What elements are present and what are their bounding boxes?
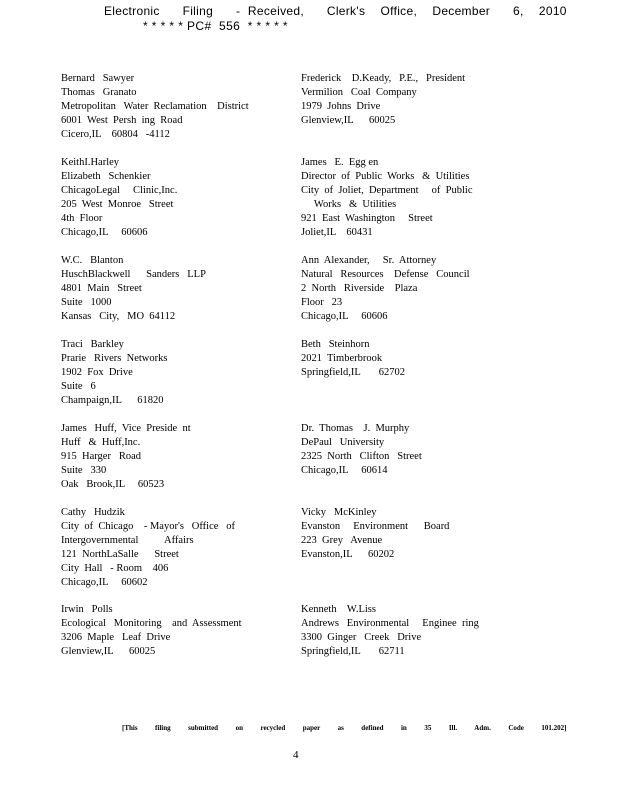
address-block <box>61 603 242 659</box>
address-line: Suite 6 <box>61 381 96 392</box>
address-line: 2 North Riverside Plaza <box>301 283 418 294</box>
address-block <box>61 338 167 408</box>
address-line: Joliet,IL 60431 <box>301 227 373 238</box>
address-line: Evanston,IL 60202 <box>301 549 395 560</box>
address-line: 4th Floor <box>61 213 103 224</box>
address-line: Natural Resources Defense Council <box>301 269 470 280</box>
recycled-paper-notice: [This filing submitted on recycled paper as defined in 35 Ill. Adm. Code 101.202] <box>122 724 567 732</box>
address-line: Intergovernmental Affairs <box>61 535 194 546</box>
address-line: 2325 North Clifton Street <box>301 451 422 462</box>
address-line: Irwin Polls <box>61 604 113 615</box>
address-line: Suite 1000 <box>61 297 112 308</box>
address-line: Vicky McKinley <box>301 507 377 518</box>
address-line: W.C. Blanton <box>61 255 124 266</box>
address-line: 3206 Maple Leaf Drive <box>61 632 171 643</box>
filing-stamp-line: Electronic Filing - Received, Clerk's Office, December 6, 2010 <box>104 4 567 18</box>
address-line: Prarie Rivers Networks <box>61 353 168 364</box>
address-line: Kenneth W.Liss <box>301 604 376 615</box>
address-line: ChicagoLegal Clinic,Inc. <box>61 185 178 196</box>
address-block <box>301 338 405 380</box>
address-line: HuschBlackwell Sanders LLP <box>61 269 206 280</box>
address-line: Chicago,IL 60614 <box>301 465 388 476</box>
address-line: Dr. Thomas J. Murphy <box>301 423 410 434</box>
address-line: Huff & Huff,Inc. <box>61 437 141 448</box>
address-line: Glenview,IL 60025 <box>61 646 156 657</box>
address-line: KeithI.Harley <box>61 157 120 168</box>
address-line: 915 Harger Road <box>61 451 141 462</box>
address-line: Beth Steinhorn <box>301 339 370 350</box>
address-block <box>301 72 465 128</box>
address-line: 121 NorthLaSalle Street <box>61 549 179 560</box>
address-line: Ecological Monitoring and Assessment <box>61 618 242 629</box>
address-line: City of Chicago - Mayor's Office of <box>61 521 236 532</box>
address-line: 4801 Main Street <box>61 283 142 294</box>
address-block <box>301 422 422 478</box>
address-line: Evanston Environment Board <box>301 521 450 532</box>
address-block <box>301 156 472 240</box>
address-block <box>301 506 449 562</box>
address-line: Ann Alexander, Sr. Attorney <box>301 255 437 266</box>
address-line: Chicago,IL 60606 <box>61 227 148 238</box>
address-line: Metropolitan Water Reclamation District <box>61 101 249 112</box>
address-line: Elizabeth Schenkier <box>61 171 151 182</box>
address-line: Kansas City, MO 64112 <box>61 311 176 322</box>
address-line: Frederick D.Keady, P.E., President <box>301 73 466 84</box>
address-line: Vermilion Coal Company <box>301 87 417 98</box>
address-line: Thomas Granato <box>61 87 137 98</box>
address-line: Springfield,IL 62702 <box>301 367 406 378</box>
address-block <box>301 254 470 324</box>
pc-number-line: * * * * * PC# 556 * * * * * <box>143 19 289 33</box>
address-block <box>61 72 249 142</box>
address-line: DePaul University <box>301 437 385 448</box>
address-line: City of Joliet, Department of Public <box>301 185 473 196</box>
address-block <box>61 506 235 590</box>
address-line: Oak Brook,IL 60523 <box>61 479 165 490</box>
address-line: 921 East Washington Street <box>301 213 433 224</box>
address-line: 223 Grey Avenue <box>301 535 383 546</box>
address-line: 3300 Ginger Creek Drive <box>301 632 422 643</box>
address-line: Glenview,IL 60025 <box>301 115 396 126</box>
address-line: Cicero,IL 60804 -4112 <box>61 129 170 140</box>
address-line: Works & Utilities <box>301 199 397 210</box>
address-block <box>61 422 191 492</box>
address-line: Chicago,IL 60606 <box>301 311 388 322</box>
address-line: 1979 Johns Drive <box>301 101 381 112</box>
address-line: 1902 Fox Drive <box>61 367 133 378</box>
address-line: Springfield,IL 62711 <box>301 646 405 657</box>
address-block <box>61 156 177 240</box>
address-line: Bernard Sawyer <box>61 73 135 84</box>
address-block <box>61 254 206 324</box>
address-line: Floor 23 <box>301 297 343 308</box>
address-line: Andrews Environmental Enginee ring <box>301 618 479 629</box>
page-number: 4 <box>293 749 299 761</box>
address-line: Cathy Hudzik <box>61 507 125 518</box>
address-line: 6001 West Persh ing Road <box>61 115 183 126</box>
address-line: Chicago,IL 60602 <box>61 577 148 588</box>
address-line: Champaign,IL 61820 <box>61 395 164 406</box>
address-line: Director of Public Works & Utilities <box>301 171 470 182</box>
address-line: Traci Barkley <box>61 339 124 350</box>
address-line: 2021 Timberbrook <box>301 353 383 364</box>
address-block <box>301 603 479 659</box>
address-line: James E. Egg en <box>301 157 379 168</box>
address-line: City Hall - Room 406 <box>61 563 169 574</box>
address-line: 205 West Monroe Street <box>61 199 174 210</box>
address-line: James Huff, Vice Preside nt <box>61 423 191 434</box>
address-line: Suite 330 <box>61 465 107 476</box>
